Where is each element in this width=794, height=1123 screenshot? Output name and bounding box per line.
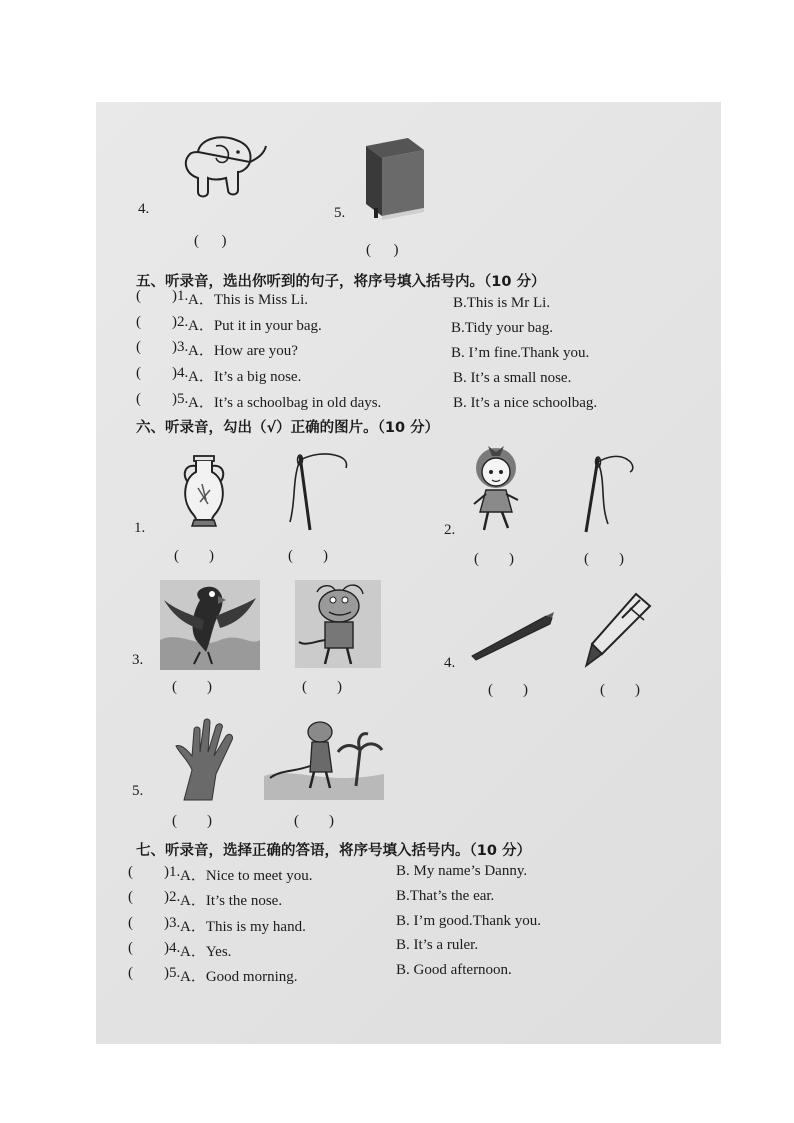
elephant-picture (178, 132, 274, 204)
option-a: A．Nice to meet you. (180, 868, 313, 884)
p4-item-number: 5. (334, 205, 346, 221)
answer-parens[interactable]: ( ) (294, 813, 334, 829)
s6-item-number: 2. (444, 522, 456, 538)
answer-bracket[interactable]: ( (128, 889, 133, 905)
question-number: )2. (164, 889, 181, 905)
pen-picture (582, 590, 656, 670)
question-number: )4. (172, 365, 189, 381)
question-number: )5. (164, 965, 181, 981)
option-a: A．This is Miss Li. (188, 292, 309, 308)
option-a: A．Good morning. (180, 969, 298, 985)
answer-parens[interactable]: ( ) (488, 682, 528, 698)
question-number: )5. (172, 391, 189, 407)
s6-item-number: 4. (444, 655, 456, 671)
needle-picture (282, 450, 352, 534)
option-b: B.That’s the ear. (396, 888, 495, 904)
answer-bracket[interactable]: ( (128, 940, 133, 956)
option-b: B. Good afternoon. (396, 962, 512, 978)
option-b: B. It’s a ruler. (396, 937, 479, 953)
answer-bracket[interactable]: ( (136, 339, 141, 355)
answer-bracket[interactable]: ( (128, 864, 133, 880)
answer-parens[interactable]: ( ) (584, 551, 624, 567)
crocodile-island-picture (264, 716, 384, 800)
option-b: B. My name’s Danny. (396, 863, 528, 879)
answer-bracket[interactable]: ( (136, 391, 141, 407)
hand-picture (172, 716, 238, 800)
pencil-picture (468, 610, 556, 660)
option-b: B. It’s a small nose. (453, 370, 572, 386)
section-6-heading: 六、听录音，勾出（√）正确的图片。（10 分） (136, 420, 440, 436)
option-a: A．It’s the nose. (180, 893, 283, 909)
answer-parens[interactable]: ( ) (302, 679, 342, 695)
option-a: A．Yes. (180, 944, 232, 960)
s6-item-number: 1. (134, 520, 146, 536)
answer-parens[interactable]: ( ) (194, 233, 227, 249)
option-b: B. I’m fine.Thank you. (451, 345, 590, 361)
needle-picture (570, 452, 640, 536)
book-picture (358, 136, 430, 220)
option-a: A．It’s a big nose. (188, 369, 302, 385)
option-b: B.Tidy your bag. (451, 320, 553, 336)
question-number: )3. (164, 915, 181, 931)
vase-picture (178, 454, 230, 530)
option-b: B.This is Mr Li. (453, 295, 551, 311)
option-a: A．This is my hand. (180, 919, 306, 935)
crocodile-picture (295, 580, 381, 668)
answer-bracket[interactable]: ( (128, 915, 133, 931)
section-7-heading: 七、听录音，选择正确的答语，将序号填入括号内。（10 分） (136, 843, 531, 859)
parrot-picture (160, 580, 260, 670)
question-number: )2. (172, 314, 189, 330)
s6-item-number: 5. (132, 783, 144, 799)
option-a: A．Put it in your bag. (188, 318, 322, 334)
option-a: A．It’s a schoolbag in old days. (188, 395, 382, 411)
answer-bracket[interactable]: ( (136, 365, 141, 381)
girl-picture (462, 442, 532, 536)
answer-parens[interactable]: ( ) (172, 679, 212, 695)
answer-parens[interactable]: ( ) (366, 242, 399, 258)
answer-parens[interactable]: ( ) (172, 813, 212, 829)
answer-bracket[interactable]: ( (128, 965, 133, 981)
answer-parens[interactable]: ( ) (174, 548, 214, 564)
answer-parens[interactable]: ( ) (474, 551, 514, 567)
answer-bracket[interactable]: ( (136, 314, 141, 330)
exam-paper (96, 102, 721, 1044)
answer-parens[interactable]: ( ) (600, 682, 640, 698)
question-number: )3. (172, 339, 189, 355)
p4-item-number: 4. (138, 201, 150, 217)
answer-bracket[interactable]: ( (136, 288, 141, 304)
option-a: A．How are you? (188, 343, 298, 359)
section-5-heading: 五、听录音，选出你听到的句子，将序号填入括号内。（10 分） (136, 274, 546, 290)
option-b: B. It’s a nice schoolbag. (453, 395, 598, 411)
question-number: )1. (164, 864, 181, 880)
question-number: )1. (172, 288, 189, 304)
s6-item-number: 3. (132, 652, 144, 668)
question-number: )4. (164, 940, 181, 956)
option-b: B. I’m good.Thank you. (396, 913, 541, 929)
answer-parens[interactable]: ( ) (288, 548, 328, 564)
